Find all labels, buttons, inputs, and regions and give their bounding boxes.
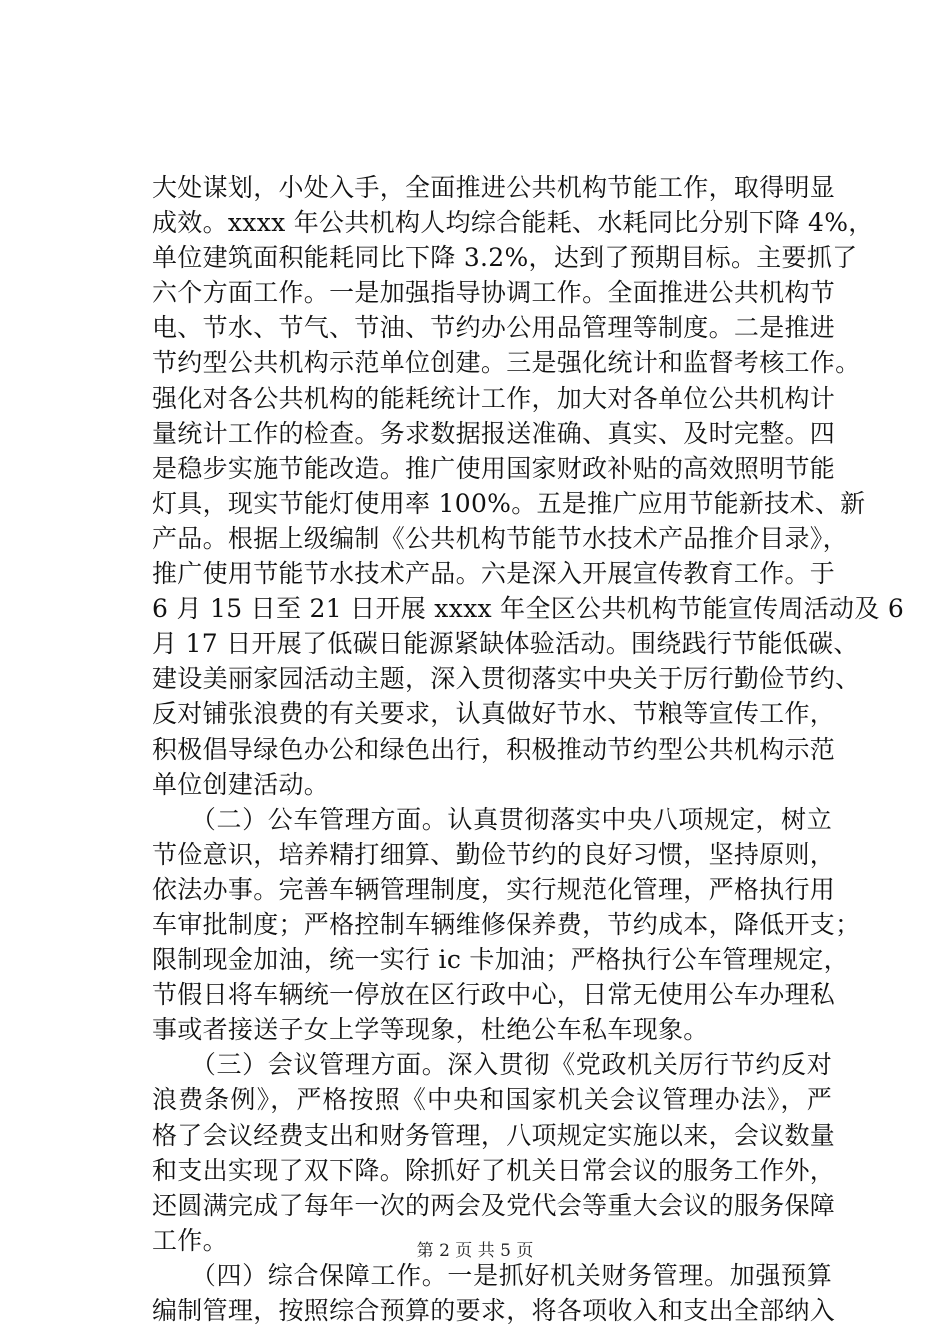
text-line: 事或者接送子女上学等现象，杜绝公车私车现象。	[152, 1015, 709, 1045]
text-line: 6 月 15 日至 21 日开展 xxxx 年全区公共机构节能宣传周活动及 6	[152, 594, 905, 624]
text-line: 反对铺张浪费的有关要求，认真做好节水、节粮等宣传工作，	[152, 699, 836, 729]
text-line: 强化对各公共机构的能耗统计工作，加大对各单位公共机构计	[152, 383, 836, 413]
page-footer: 第 2 页 共 5 页	[416, 1241, 534, 1261]
text-line: 月 17 日开展了低碳日能源紧缺体验活动。围绕践行节能低碳、	[152, 629, 859, 659]
text-line: 建设美丽家园活动主题，深入贯彻落实中央关于厉行勤俭节约、	[152, 664, 861, 694]
text-line: 单位创建活动。	[152, 769, 330, 799]
text-line: 灯具，现实节能灯使用率 100%。五是推广应用节能新技术、新	[152, 488, 866, 518]
text-line: （三）会议管理方面。深入贯彻《党政机关厉行节约反对	[152, 1050, 832, 1080]
text-line: 节假日将车辆统一停放在区行政中心，日常无使用公车办理私	[152, 980, 836, 1010]
text-line: 是稳步实施节能改造。推广使用国家财政补贴的高效照明节能	[152, 453, 836, 483]
text-line: 量统计工作的检查。务求数据报送准确、真实、及时完整。四	[152, 418, 836, 448]
text-line: 浪费条例》，严格按照《中央和国家机关会议管理办法》，严	[152, 1085, 832, 1115]
text-line: 限制现金加油，统一实行 ic 卡加油；严格执行公车管理规定，	[152, 945, 849, 975]
text-line: 单位建筑面积能耗同比下降 3.2%，达到了预期目标。主要抓了	[152, 243, 858, 273]
text-line: 依法办事。完善车辆管理制度，实行规范化管理，严格执行用	[152, 874, 836, 904]
text-line: 还圆满完成了每年一次的两会及党代会等重大会议的服务保障	[152, 1190, 836, 1220]
text-line: 推广使用节能节水技术产品。六是深入开展宣传教育工作。于	[152, 559, 836, 589]
text-line: 积极倡导绿色办公和绿色出行，积极推动节约型公共机构示范	[152, 734, 836, 764]
text-line: 和支出实现了双下降。除抓好了机关日常会议的服务工作外，	[152, 1155, 836, 1185]
text-line: 产品。根据上级编制《公共机构节能节水技术产品推介目录》，	[152, 523, 848, 553]
text-line: 节俭意识，培养精打细算、勤俭节约的良好习惯，坚持原则，	[152, 839, 836, 869]
text-line: 大处谋划，小处入手，全面推进公共机构节能工作，取得明显	[152, 173, 836, 202]
text-line: 节约型公共机构示范单位创建。三是强化统计和监督考核工作。	[152, 348, 861, 378]
body-text	[152, 170, 905, 1328]
text-line: 车审批制度；严格控制车辆维修保养费，节约成本，降低开支；	[152, 909, 861, 939]
text-line: （四）综合保障工作。一是抓好机关财务管理。加强预算	[152, 1260, 832, 1290]
text-line: 六个方面工作。一是加强指导协调工作。全面推进公共机构节	[152, 278, 836, 308]
text-line: 格了会议经费支出和财务管理，八项规定实施以来，会议数量	[152, 1120, 836, 1150]
text-line: 电、节水、节气、节油、节约办公用品管理等制度。二是推进	[152, 313, 836, 343]
text-line: 工作。	[152, 1225, 228, 1255]
text-line: 成效。xxxx 年公共机构人均综合能耗、水耗同比分别下降 4%，	[152, 208, 874, 238]
text-line: 编制管理，按照综合预算的要求，将各项收入和支出全部纳入	[152, 1296, 836, 1325]
text-line: （二）公车管理方面。认真贯彻落实中央八项规定，树立	[152, 804, 832, 834]
